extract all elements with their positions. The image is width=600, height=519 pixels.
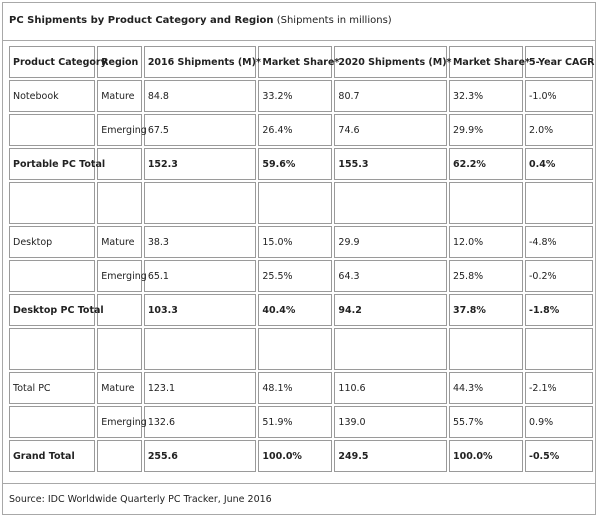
table-cell: 33.2% <box>258 80 332 112</box>
table-cell <box>9 406 95 438</box>
table-cell: 44.3% <box>449 372 523 404</box>
table-cell <box>97 440 142 472</box>
table-cell: 152.3 <box>144 148 257 180</box>
table-cell: 132.6 <box>144 406 257 438</box>
table-cell: 26.4% <box>258 114 332 146</box>
table-cell: 2.0% <box>525 114 593 146</box>
table-cell: 37.8% <box>449 294 523 326</box>
table-cell <box>9 114 95 146</box>
table-cell: Emerging <box>97 406 142 438</box>
table-total-row <box>9 440 593 472</box>
table-cell: Mature <box>97 372 142 404</box>
table-cell <box>449 182 523 224</box>
table-cell <box>144 328 257 370</box>
column-header: Product Category <box>9 46 95 78</box>
table-cell: 255.6 <box>144 440 257 472</box>
table-title <box>3 3 595 41</box>
table-cell: 51.9% <box>258 406 332 438</box>
table-cell: 29.9% <box>449 114 523 146</box>
table-cell: 84.8 <box>144 80 257 112</box>
table-cell <box>9 182 95 224</box>
table-row <box>9 226 593 258</box>
table-cell: 25.5% <box>258 260 332 292</box>
table-cell: 55.7% <box>449 406 523 438</box>
table-cell: 15.0% <box>258 226 332 258</box>
table-cell: 80.7 <box>334 80 447 112</box>
table-cell <box>97 182 142 224</box>
table-cell: 48.1% <box>258 372 332 404</box>
table-cell <box>525 182 593 224</box>
table-row <box>9 406 593 438</box>
table-header-row <box>9 46 593 78</box>
table-cell <box>449 328 523 370</box>
table-title-note: (Shipments in millions) <box>273 15 392 26</box>
table-cell: Desktop PC Total <box>9 294 95 326</box>
column-header: Region <box>97 46 142 78</box>
table-cell <box>525 328 593 370</box>
table-cell: Grand Total <box>9 440 95 472</box>
table-total-row <box>9 148 593 180</box>
table-cell: -0.2% <box>525 260 593 292</box>
column-header: Market Share* <box>258 46 332 78</box>
table-cell <box>144 182 257 224</box>
column-header: 5-Year CAGR <box>525 46 593 78</box>
table-cell <box>258 182 332 224</box>
table-cell <box>258 328 332 370</box>
table-cell <box>9 260 95 292</box>
table-cell: Mature <box>97 80 142 112</box>
table-cell: Total PC <box>9 372 95 404</box>
table-cell: 29.9 <box>334 226 447 258</box>
table-cell <box>9 328 95 370</box>
table-cell: 64.3 <box>334 260 447 292</box>
table-cell: 103.3 <box>144 294 257 326</box>
table-cell: Portable PC Total <box>9 148 95 180</box>
table-cell: -1.8% <box>525 294 593 326</box>
table-cell: -4.8% <box>525 226 593 258</box>
table-cell: 65.1 <box>144 260 257 292</box>
table-cell: 110.6 <box>334 372 447 404</box>
table-cell: 155.3 <box>334 148 447 180</box>
table-cell: 25.8% <box>449 260 523 292</box>
table-cell: 74.6 <box>334 114 447 146</box>
table-cell: 40.4% <box>258 294 332 326</box>
table-spacer-row <box>9 182 593 224</box>
table-row <box>9 80 593 112</box>
table-cell: 38.3 <box>144 226 257 258</box>
table-cell: 32.3% <box>449 80 523 112</box>
table-cell: 59.6% <box>258 148 332 180</box>
table-cell: Mature <box>97 226 142 258</box>
table-cell: -2.1% <box>525 372 593 404</box>
table-cell: Desktop <box>9 226 95 258</box>
table-total-row <box>9 294 593 326</box>
table-cell <box>334 328 447 370</box>
table-cell: 0.9% <box>525 406 593 438</box>
table-cell: 94.2 <box>334 294 447 326</box>
column-header: Market Share* <box>449 46 523 78</box>
table-cell: 62.2% <box>449 148 523 180</box>
table-spacer-row <box>9 328 593 370</box>
table-cell: Notebook <box>9 80 95 112</box>
table-title-main: PC Shipments by Product Category and Region <box>9 15 274 26</box>
table-cell: 139.0 <box>334 406 447 438</box>
table-cell: 0.4% <box>525 148 593 180</box>
table-cell <box>97 328 142 370</box>
shipments-table <box>7 44 595 474</box>
table-row <box>9 114 593 146</box>
table-cell: -1.0% <box>525 80 593 112</box>
column-header: 2016 Shipments (M)* <box>144 46 257 78</box>
column-header: 2020 Shipments (M)* <box>334 46 447 78</box>
table-cell: 100.0% <box>258 440 332 472</box>
source-note: Source: IDC Worldwide Quarterly PC Tracker, June 2016 <box>3 483 595 514</box>
table-cell: Emerging <box>97 114 142 146</box>
table-cell: -0.5% <box>525 440 593 472</box>
table-row <box>9 372 593 404</box>
shipments-table-panel <box>2 2 596 515</box>
table-row <box>9 260 593 292</box>
table-cell: Emerging <box>97 260 142 292</box>
table-cell <box>334 182 447 224</box>
table-cell: 249.5 <box>334 440 447 472</box>
table-cell: 12.0% <box>449 226 523 258</box>
table-cell: 67.5 <box>144 114 257 146</box>
table-cell: 100.0% <box>449 440 523 472</box>
table-cell <box>97 294 142 326</box>
table-cell: 123.1 <box>144 372 257 404</box>
